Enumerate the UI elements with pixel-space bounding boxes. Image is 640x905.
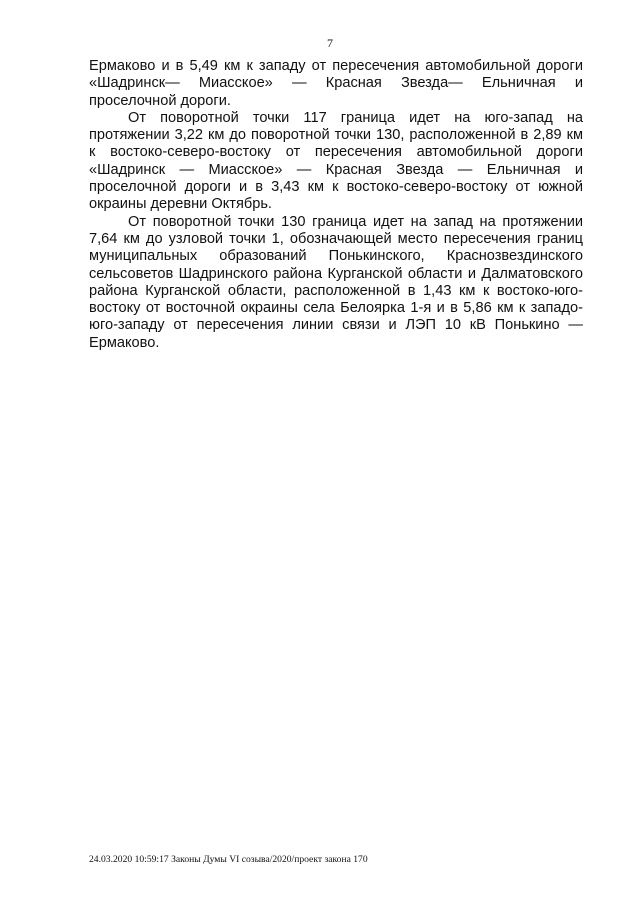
page-number: 7	[327, 36, 333, 50]
footer-stamp: 24.03.2020 10:59:17 Законы Думы VI созыва/2020/проект закона 170	[89, 854, 368, 865]
paragraph-continuation: Ермаково и в 5,49 км к западу от пересечения автомобильной дороги «Шадринск— Миасское» — Красная Звезда— Ельничная и проселочной дороги.	[89, 58, 583, 109]
paragraph-boundary-130-node-1: От поворотной точки 130 граница идет на запад на протяжении 7,64 км до узловой точки 1, обозначающей место пересечения границ муниципальных образований Понькинского, Краснозвездинского сельсоветов Шадринского района Курганской области и Далматовского района Курганской области, расположенной в 1,43 км к востоко-юго-востоку от восточной окраины села Белоярка 1-я и в 5,86 км к западо-юго-западу от пересечения линии связи и ЛЭП 10 кВ Понькино — Ермаково.	[89, 213, 583, 351]
document-body	[89, 58, 583, 352]
paragraph-boundary-117-130: От поворотной точки 117 граница идет на юго-запад на протяжении 3,22 км до поворотной точки 130, расположенной в 2,89 км к востоко-северо-востоку от пересечения автомобильной дороги «Шадринск — Миасское» — Красная Звезда — Ельничная и проселочной дороги и в 3,43 км к востоко-северо-востоку от южной окраины деревни Октябрь.	[89, 109, 583, 213]
